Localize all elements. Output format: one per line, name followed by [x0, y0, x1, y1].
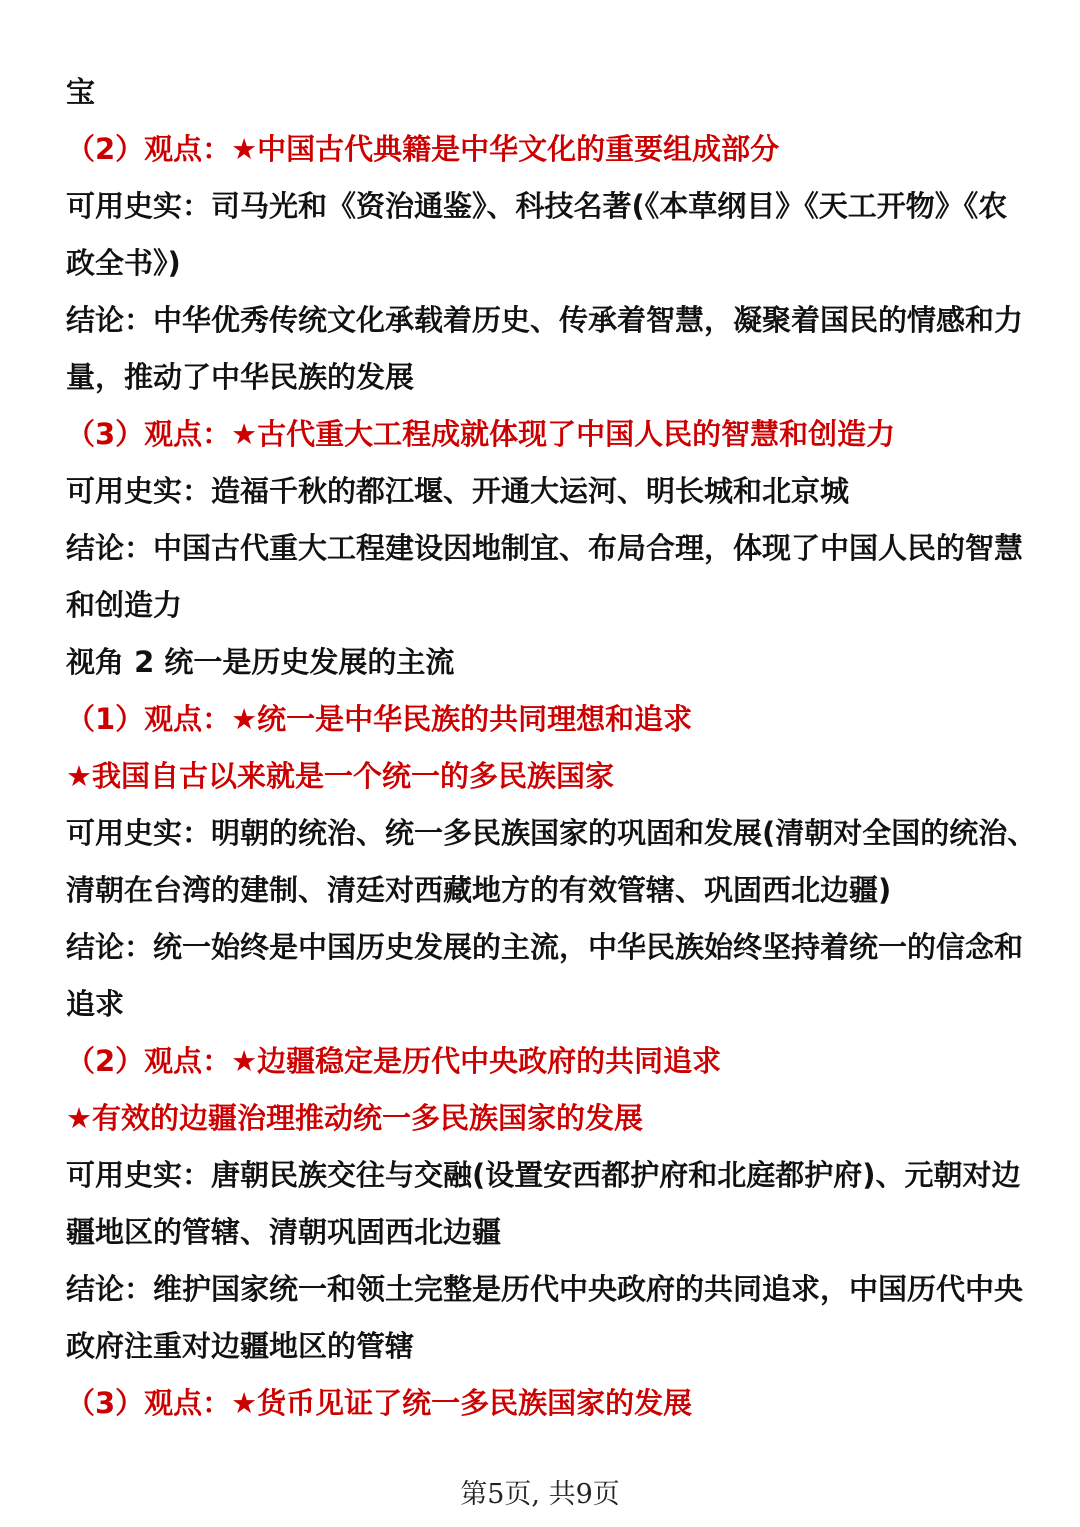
- document-content: [66, 64, 1037, 1432]
- text-line: 可用史实：造福千秋的都江堰、开通大运河、明长城和北京城: [66, 474, 850, 508]
- text-line: 追求: [66, 987, 125, 1021]
- viewpoint-heading: ★有效的边疆治理推动统一多民族国家的发展: [66, 1101, 643, 1135]
- viewpoint-heading: （3）观点：★古代重大工程成就体现了中国人民的智慧和创造力: [66, 417, 896, 451]
- viewpoint-heading: （2）观点：★中国古代典籍是中华文化的重要组成部分: [66, 132, 780, 166]
- section-heading: 视角 2 统一是历史发展的主流: [66, 645, 455, 679]
- text-line: 和创造力: [66, 588, 183, 622]
- text-line: 结论：中国古代重大工程建设因地制宜、布局合理，体现了中国人民的智慧: [66, 531, 1024, 565]
- text-line: 政全书》): [66, 246, 181, 280]
- text-line: 结论：中华优秀传统文化承载着历史、传承着智慧，凝聚着国民的情感和力: [66, 303, 1024, 337]
- viewpoint-heading: （3）观点：★货币见证了统一多民族国家的发展: [66, 1386, 693, 1420]
- text-line: 结论：统一始终是中国历史发展的主流，中华民族始终坚持着统一的信念和: [66, 930, 1024, 964]
- page-number: 第5页, 共9页: [460, 1479, 620, 1510]
- text-line: 清朝在台湾的建制、清廷对西藏地方的有效管辖、巩固西北边疆): [66, 873, 892, 907]
- text-line: 政府注重对边疆地区的管辖: [66, 1329, 415, 1363]
- text-line: 可用史实：明朝的统治、统一多民族国家的巩固和发展(清朝对全国的统治、: [66, 816, 1037, 850]
- viewpoint-heading: ★我国自古以来就是一个统一的多民族国家: [66, 759, 614, 793]
- text-line: 量，推动了中华民族的发展: [66, 360, 415, 394]
- text-line: 结论：维护国家统一和领土完整是历代中央政府的共同追求，中国历代中央: [66, 1272, 1024, 1306]
- text-line: 宝: [66, 75, 96, 109]
- viewpoint-heading: （2）观点：★边疆稳定是历代中央政府的共同追求: [66, 1044, 722, 1078]
- viewpoint-heading: （1）观点：★统一是中华民族的共同理想和追求: [66, 702, 693, 736]
- text-line: 疆地区的管辖、清朝巩固西北边疆: [66, 1215, 502, 1249]
- text-line: 可用史实：司马光和《资治通鉴》、科技名著(《本草纲目》《天工开物》《农: [66, 189, 1008, 223]
- text-line: 可用史实：唐朝民族交往与交融(设置安西都护府和北庭都护府)、元朝对边: [66, 1158, 1021, 1192]
